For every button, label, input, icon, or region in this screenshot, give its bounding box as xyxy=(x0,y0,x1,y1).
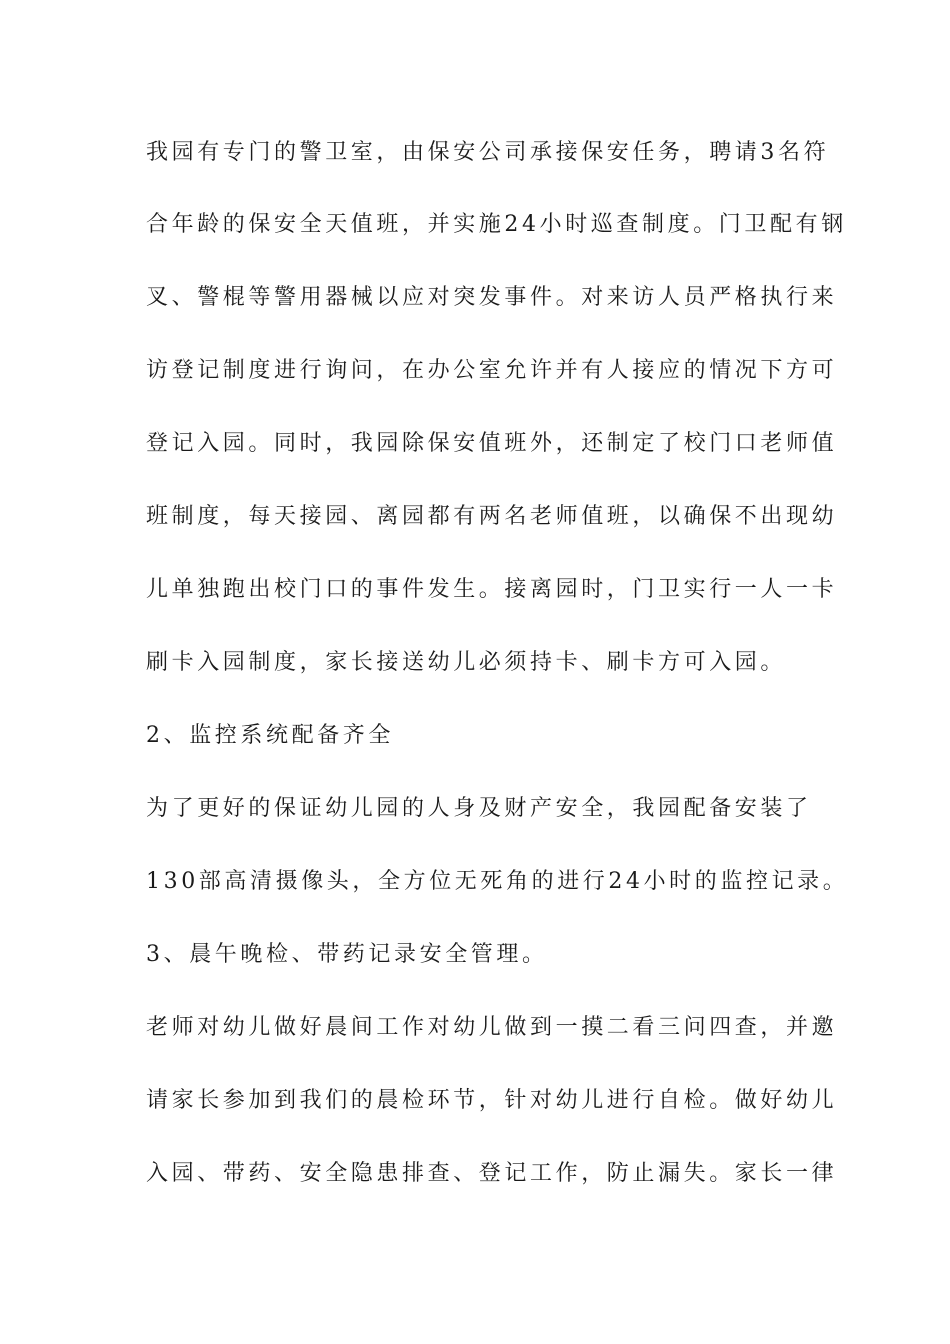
paragraph-line-13: 老师对幼儿做好晨间工作对幼儿做到一摸二看三问四查，并邀 xyxy=(146,1015,838,1040)
paragraph-line-6: 班制度，每天接园、离园都有两名老师值班，以确保不出现幼 xyxy=(146,504,838,529)
section-heading-2: 2、监控系统配备齐全 xyxy=(146,723,394,748)
paragraph-line-10: 为了更好的保证幼儿园的人身及财产安全，我园配备安装了 xyxy=(146,796,812,821)
paragraph-line-14: 请家长参加到我们的晨检环节，针对幼儿进行自检。做好幼儿 xyxy=(146,1088,838,1113)
section-heading-3: 3、晨午晚检、带药记录安全管理。 xyxy=(146,942,548,967)
paragraph-line-11: 130部高清摄像头，全方位无死角的进行24小时的监控记录。 xyxy=(146,869,849,894)
paragraph-line-15: 入园、带药、安全隐患排查、登记工作，防止漏失。家长一律 xyxy=(146,1161,838,1186)
paragraph-line-1: 我园有专门的警卫室，由保安公司承接保安任务，聘请3名符 xyxy=(146,140,830,165)
paragraph-line-5: 登记入园。同时，我园除保安值班外，还制定了校门口老师值 xyxy=(146,431,838,456)
paragraph-line-8: 刷卡入园制度，家长接送幼儿必须持卡、刷卡方可入园。 xyxy=(146,650,787,675)
paragraph-line-4: 访登记制度进行询问，在办公室允许并有人接应的情况下方可 xyxy=(146,358,838,383)
paragraph-line-7: 儿单独跑出校门口的事件发生。接离园时，门卫实行一人一卡 xyxy=(146,577,838,602)
paragraph-line-3: 叉、警棍等警用器械以应对突发事件。对来访人员严格执行来 xyxy=(146,285,838,310)
paragraph-line-2: 合年龄的保安全天值班，并实施24小时巡查制度。门卫配有钢 xyxy=(146,212,847,237)
